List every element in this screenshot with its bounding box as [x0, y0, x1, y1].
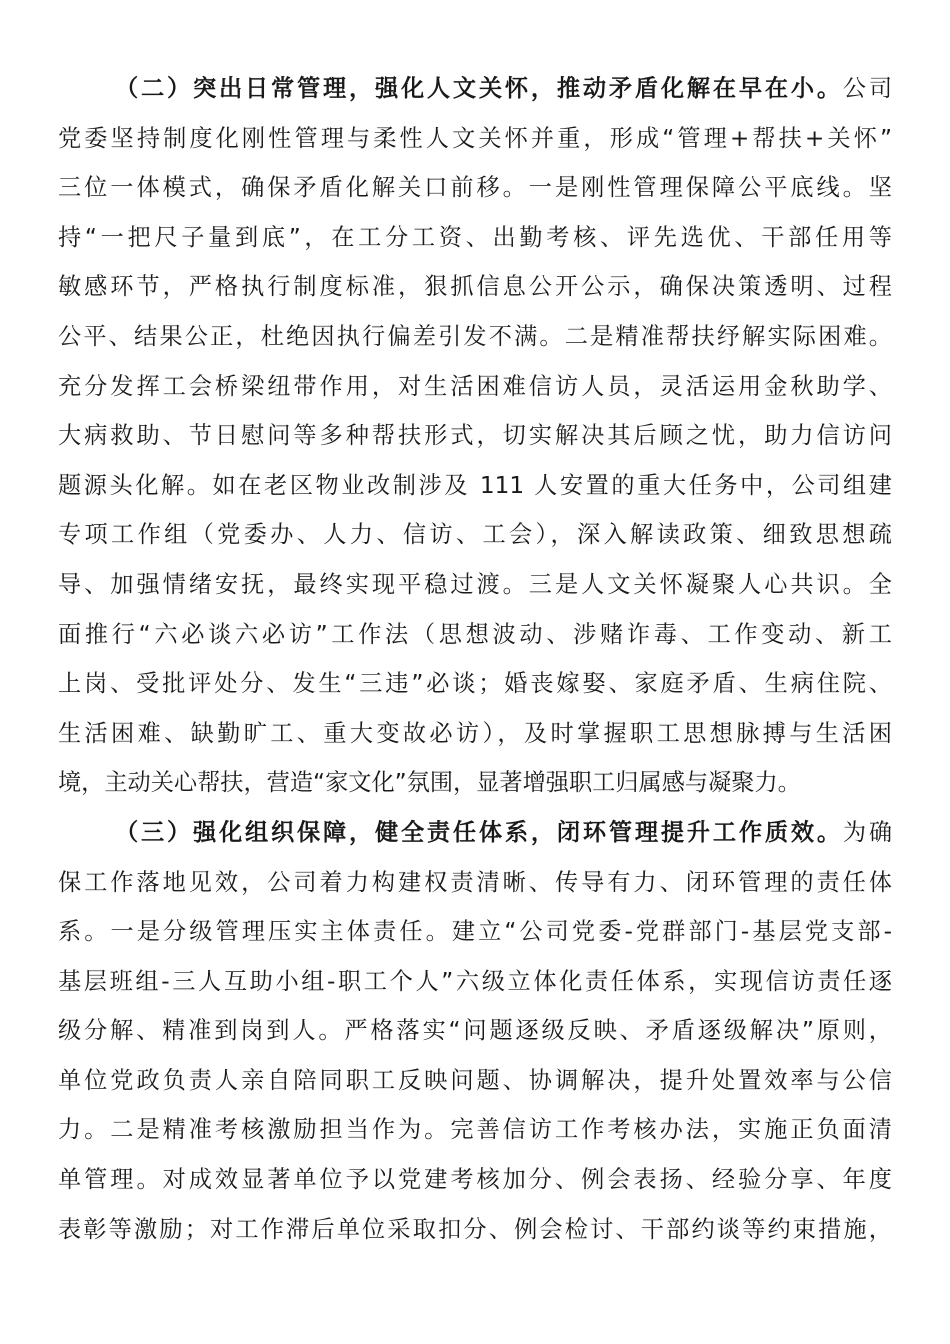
body-text: 题源头化解。如在老区物业改制涉及 111 人安置的重大任务中，公司组建	[58, 471, 892, 499]
text-line	[58, 610, 892, 660]
text-line	[58, 709, 892, 759]
text-line	[58, 64, 892, 114]
text-line	[58, 213, 892, 263]
body-text: 大病救助、节日慰问等多种帮扶形式，切实解决其后顾之忧，助力信访问	[58, 422, 892, 450]
body-text: 上岗、受批评处分、发生“三违”必谈；婚丧嫁娶、家庭矛盾、生病住院、	[58, 670, 892, 698]
text-line	[58, 1006, 892, 1056]
body-text: 单管理。对成效显著单位予以党建考核加分、例会表扬、经验分享、年度	[58, 1166, 892, 1194]
text-line	[58, 411, 892, 461]
text-line	[58, 510, 892, 560]
body-text: 专项工作组（党委办、人力、信访、工会），深入解读政策、细致思想疏	[58, 521, 892, 549]
section-heading: （三）强化组织保障，健全责任体系，闭环管理提升工作质效。	[115, 818, 843, 846]
text-line	[58, 114, 892, 164]
text-line	[58, 808, 892, 858]
text-line	[58, 659, 892, 709]
body-text: 基层班组-三人互助小组-职工个人”六级立体化责任体系，实现信访责任逐	[58, 967, 892, 995]
body-text: 持“一把尺子量到底”，在工分工资、出勤考核、评先选优、干部任用等	[58, 223, 892, 251]
paragraph	[58, 64, 892, 808]
body-text: 生活困难、缺勤旷工、重大变故必访），及时掌握职工思想脉搏与生活困	[58, 719, 892, 747]
body-text: 力。二是精准考核激励担当作为。完善信访工作考核办法，实施正负面清	[58, 1116, 892, 1144]
body-text: 充分发挥工会桥梁纽带作用，对生活困难信访人员，灵活运用金秋助学、	[58, 372, 892, 400]
document-body	[58, 64, 892, 1254]
body-text: 党委坚持制度化刚性管理与柔性人文关怀并重，形成“管理+帮扶+关怀”	[58, 124, 892, 152]
text-line	[58, 858, 892, 908]
body-text: 公平、结果公正，杜绝因执行偏差引发不满。二是精准帮扶纾解实际困难。	[58, 322, 892, 350]
body-text: 三位一体模式，确保矛盾化解关口前移。一是刚性管理保障公平底线。坚	[58, 174, 892, 202]
text-line	[58, 1155, 892, 1205]
body-text: 为确	[842, 818, 892, 846]
body-text: 保工作落地见效，公司着力构建权责清晰、传导有力、闭环管理的责任体	[58, 868, 892, 896]
text-line	[58, 758, 892, 808]
body-text: 导、加强情绪安抚，最终实现平稳过渡。三是人文关怀凝聚人心共识。全	[58, 570, 892, 598]
text-line	[58, 957, 892, 1007]
text-line	[58, 262, 892, 312]
body-text: 级分解、精准到岗到人。严格落实“问题逐级反映、矛盾逐级解决”原则，	[58, 1017, 892, 1045]
text-line	[58, 312, 892, 362]
text-line	[58, 560, 892, 610]
text-line	[58, 461, 892, 511]
text-line	[58, 163, 892, 213]
body-text: 表彰等激励；对工作滞后单位采取扣分、例会检讨、干部约谈等约束措施，	[58, 1215, 892, 1243]
body-text: 境，主动关心帮扶，营造“家文化”氛围，显著增强职工归属感与凝聚力。	[58, 769, 801, 797]
body-text: 敏感环节，严格执行制度标准，狠抓信息公开公示，确保决策透明、过程	[58, 273, 892, 301]
body-text: 面推行“六必谈六必访”工作法（思想波动、涉赌诈毒、工作变动、新工	[58, 620, 892, 648]
paragraph	[58, 808, 892, 1254]
body-text: 单位党政负责人亲自陪同职工反映问题、协调解决，提升处置效率与公信	[58, 1066, 892, 1094]
text-line	[58, 362, 892, 412]
body-text: 公司	[842, 75, 892, 102]
text-line	[58, 1205, 892, 1255]
text-line	[58, 1056, 892, 1106]
body-text: 系。一是分级管理压实主体责任。建立“公司党委-党群部门-基层党支部-	[58, 918, 892, 946]
text-line	[58, 1105, 892, 1155]
section-heading: （二）突出日常管理，强化人文关怀，推动矛盾化解在早在小。	[115, 75, 843, 102]
text-line	[58, 907, 892, 957]
